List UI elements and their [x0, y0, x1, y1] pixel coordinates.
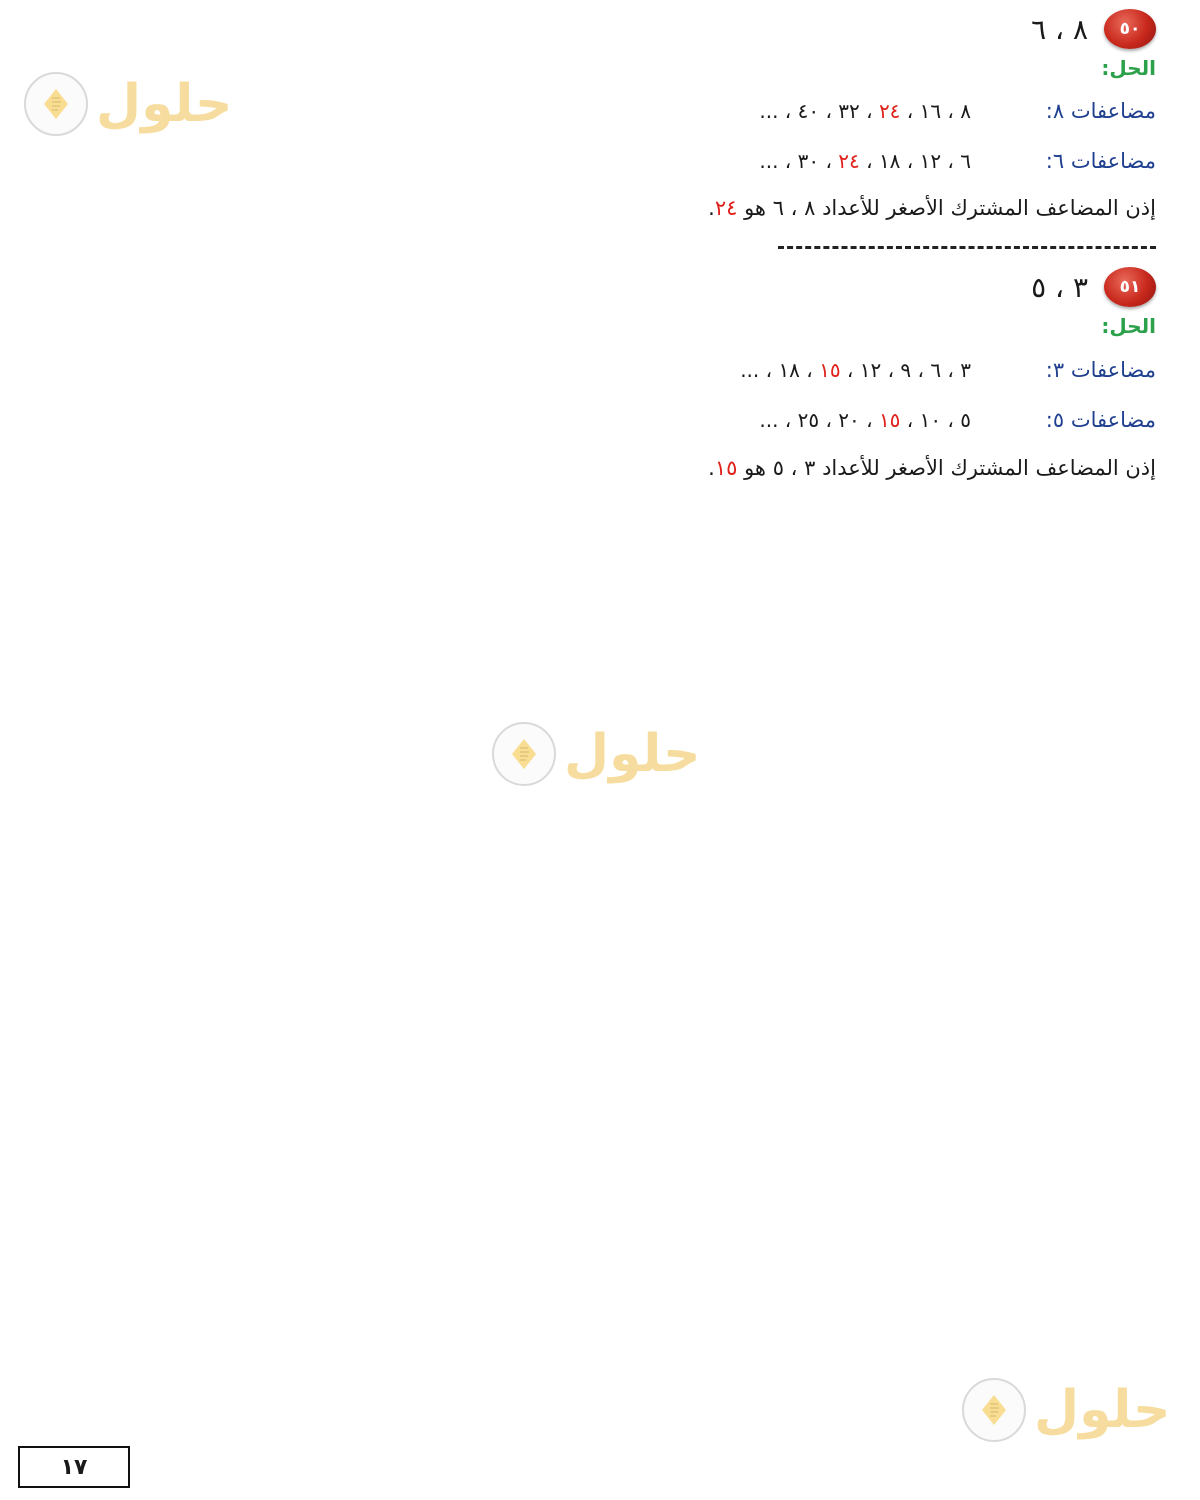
common-multiple-highlight: ١٥ [878, 408, 901, 432]
watermark-logo [24, 72, 232, 136]
multiples-label: مضاعفات ٥: [1045, 408, 1156, 432]
solution-label: الحل: [1101, 314, 1156, 338]
common-multiple-highlight: ٢٤ [838, 149, 860, 173]
watermark-text: حلول [564, 724, 701, 784]
problem-50-header [1031, 6, 1156, 52]
lcm-answer: ٢٤ [714, 196, 738, 220]
watermark-text: حلول [96, 74, 233, 134]
common-multiple-highlight: ١٥ [819, 358, 841, 382]
page-number: ١٧ [18, 1446, 130, 1488]
multiples-label: مضاعفات ٨: [1045, 99, 1156, 123]
watermark-text: حلول [1034, 1380, 1171, 1440]
problem-title: ٣ ، ٥ [1031, 270, 1088, 304]
multiples-row [556, 94, 1156, 128]
multiples-values: ٨ ، ١٦ ، ٢٤ ، ٣٢ ، ٤٠ ، ... [759, 99, 971, 123]
problem-number-badge: ٥٠ [1104, 9, 1156, 49]
common-multiple-highlight: ٢٤ [878, 99, 901, 123]
solution-label: الحل: [1101, 56, 1156, 80]
multiples-values: ٥ ، ١٠ ، ١٥ ، ٢٠ ، ٢٥ ، ... [759, 408, 971, 432]
conclusion-text: إذن المضاعف المشترك الأصغر للأعداد ٨ ، ٦ هو ٢٤. [708, 196, 1156, 220]
problem-51-header [1031, 264, 1156, 310]
problem-number-badge: ٥١ [1104, 267, 1156, 307]
multiples-values: ٣ ، ٦ ، ٩ ، ١٢ ، ١٥ ، ١٨ ، ... [740, 358, 971, 382]
multiples-row [556, 353, 1156, 387]
multiples-values: ٦ ، ١٢ ، ١٨ ، ٢٤ ، ٣٠ ، ... [759, 149, 971, 173]
conclusion-text: إذن المضاعف المشترك الأصغر للأعداد ٣ ، ٥ هو ١٥. [708, 456, 1156, 480]
section-divider [778, 246, 1156, 249]
book-icon [24, 72, 88, 136]
book-icon [492, 722, 556, 786]
multiples-row [556, 403, 1156, 437]
watermark-logo [492, 722, 700, 786]
multiples-row [556, 144, 1156, 178]
multiples-label: مضاعفات ٦: [1045, 149, 1156, 173]
lcm-answer: ١٥ [714, 456, 738, 480]
problem-title: ٨ ، ٦ [1031, 12, 1088, 46]
multiples-label: مضاعفات ٣: [1045, 358, 1156, 382]
watermark-logo [962, 1378, 1170, 1442]
book-icon [962, 1378, 1026, 1442]
